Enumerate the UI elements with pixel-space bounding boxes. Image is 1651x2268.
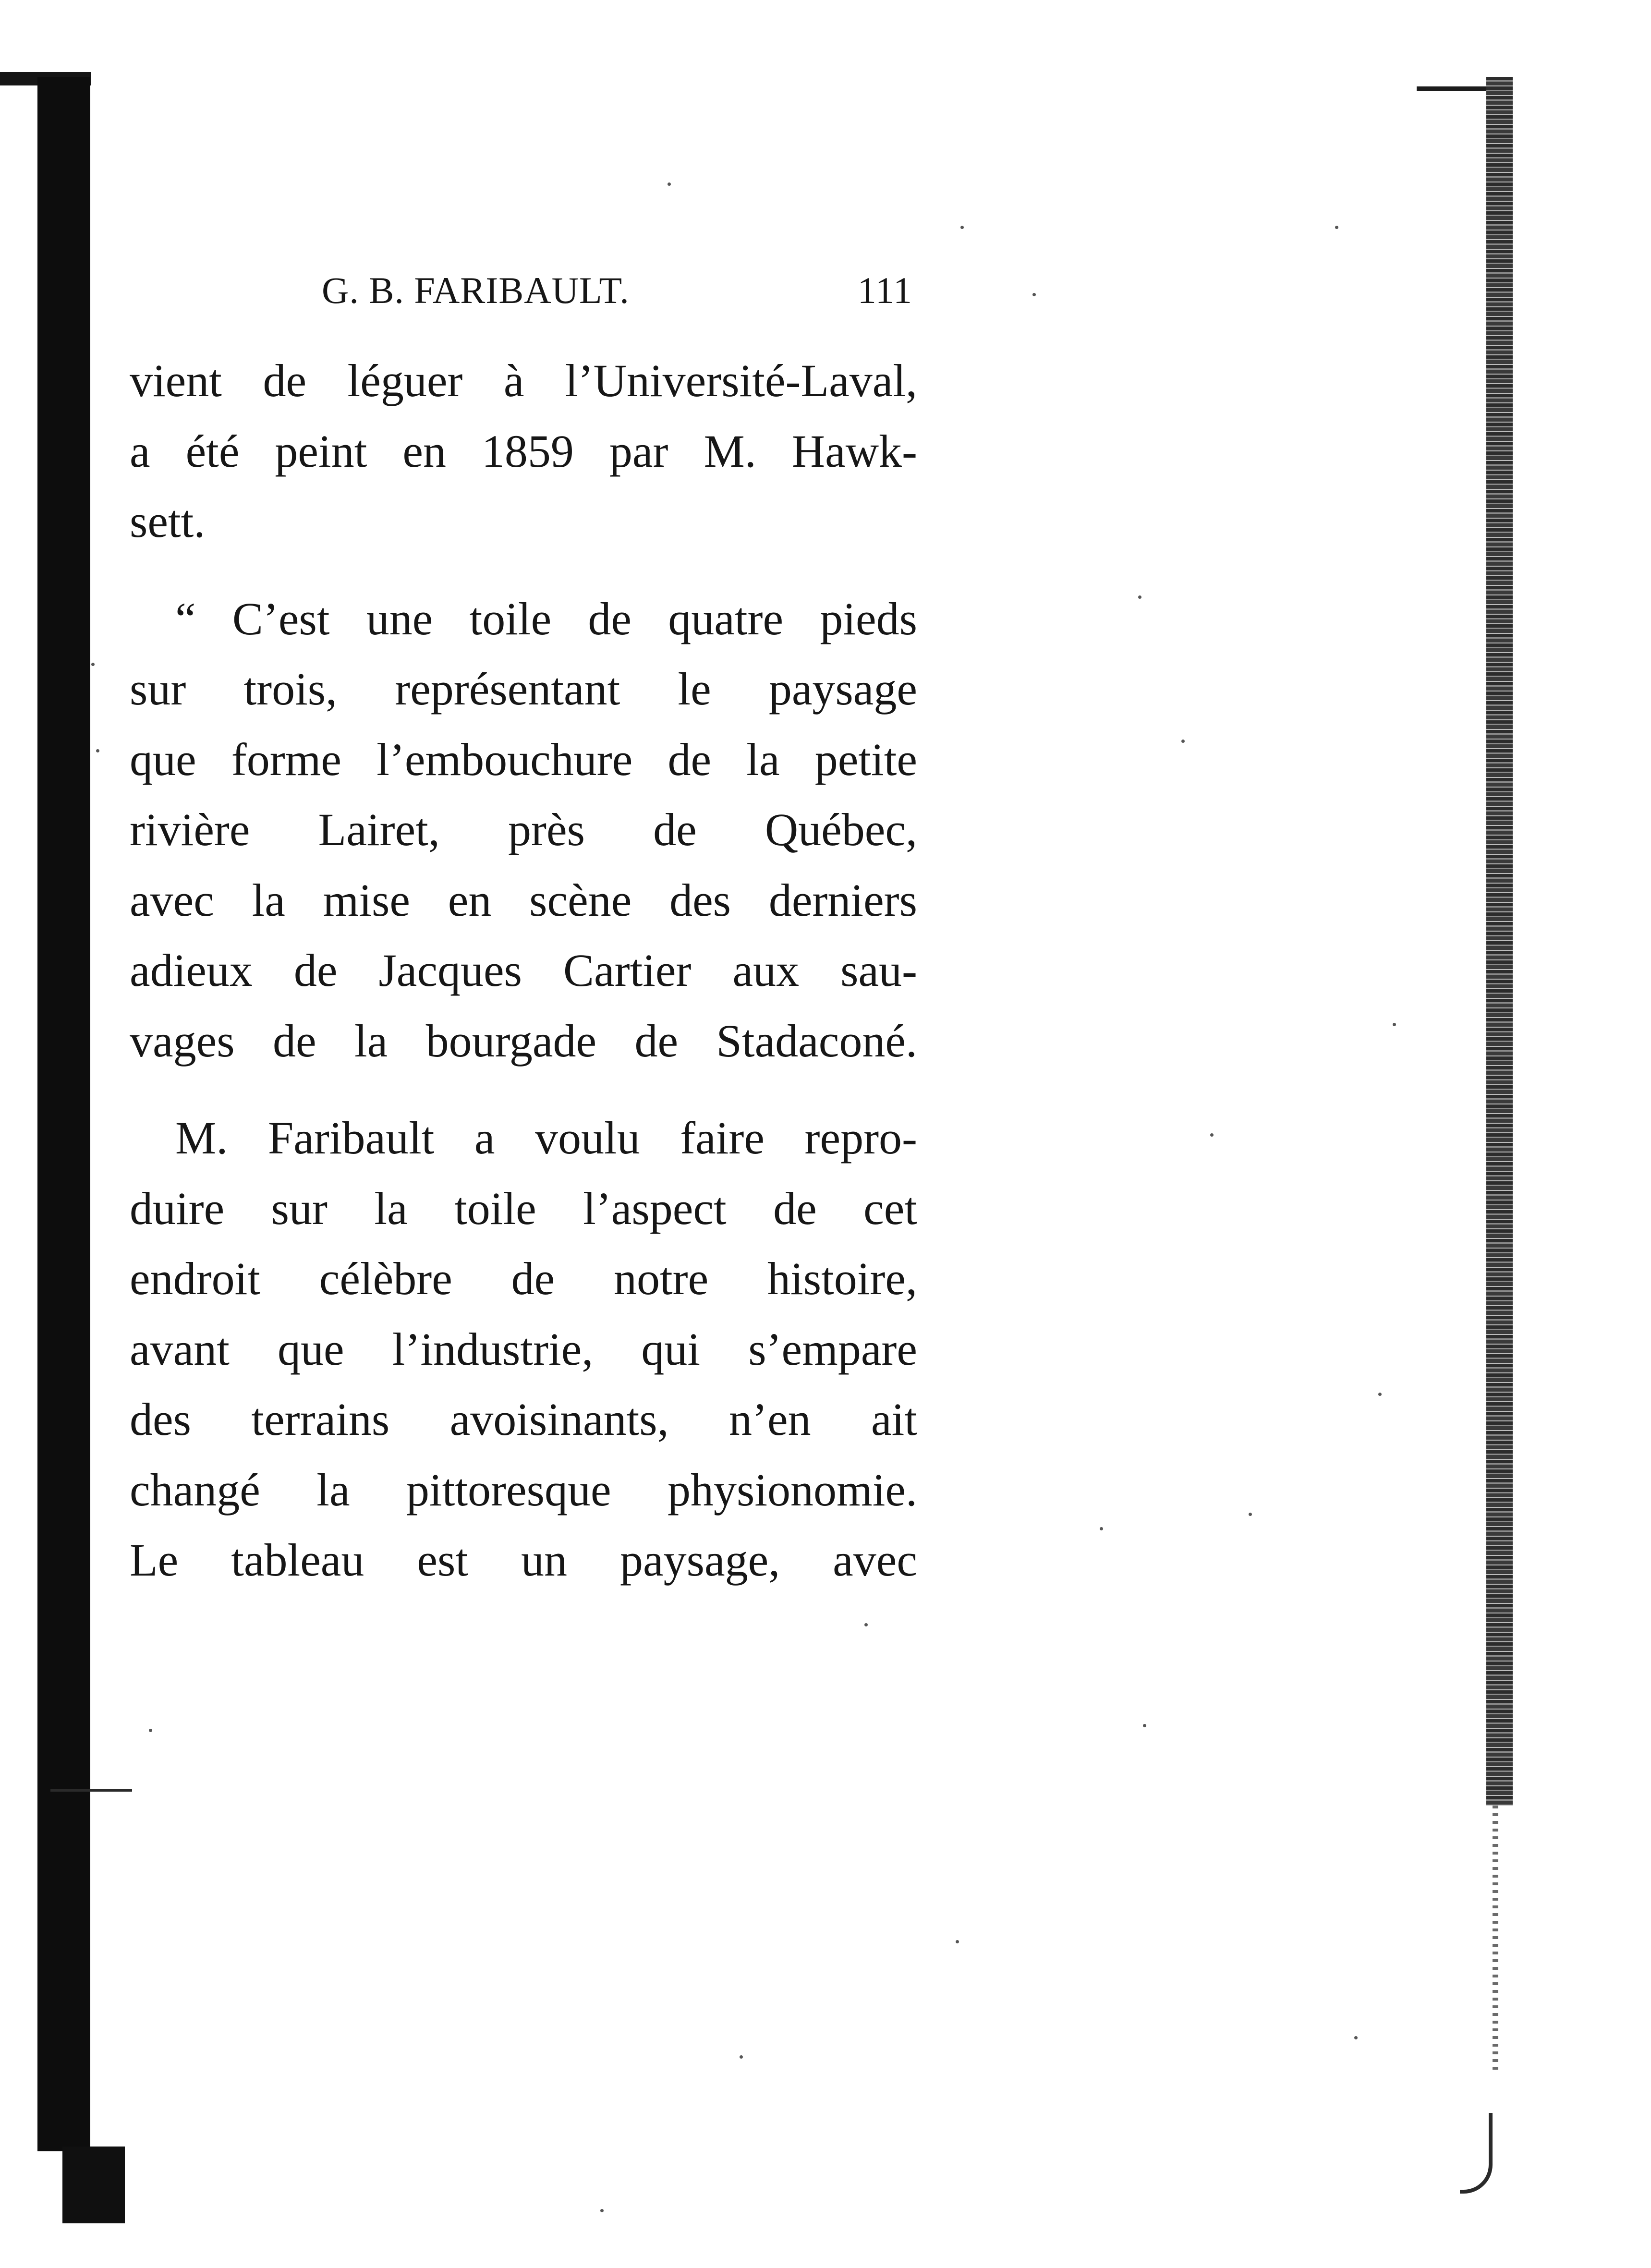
text-line: adieux de Jacques Cartier aux sau- [130,945,917,996]
running-title: G. B. FARIBAULT. [322,269,630,311]
scan-speck [960,226,964,229]
scan-speck [149,1729,152,1732]
text-line: duire sur la toile l’aspect de cet [130,1182,917,1234]
scan-speck [600,2209,604,2212]
text-line: vient de léguer à l’Université-Laval, [130,355,917,406]
text-line: vages de la bourgade de Stadaconé. [130,1015,917,1067]
right-foot-curve [1460,2113,1493,2194]
scan-speck [1393,1023,1396,1026]
text-line: sett. [130,496,206,547]
scan-speck [1354,2036,1358,2039]
text-line: des terrains avoisinants, n’en ait [130,1394,917,1445]
scan-speck [1100,1527,1103,1530]
left-binding-shadow [37,77,90,2151]
scan-speck [1181,740,1185,743]
right-page-edge [1486,77,1513,1806]
paragraph-gap [130,557,917,584]
page-number: 111 [857,269,912,311]
paragraph [130,1103,917,1596]
page-header [322,269,912,322]
scan-speck [91,663,95,666]
scan-speck [1335,226,1338,229]
text-line: sur trois, représentant le paysage [130,663,917,715]
binding-foot-block [62,2147,125,2223]
scan-speck [1210,1133,1214,1137]
paragraph [130,584,917,1077]
scan-speck [1249,1513,1252,1516]
paragraph [130,346,917,557]
text-line: rivière Lairet, près de Québec, [130,804,917,855]
text-line: avec la mise en scène des derniers [130,874,917,926]
scan-speck [1143,1724,1146,1727]
right-top-mark [1417,86,1489,91]
body-text [130,346,917,1596]
text-line: “ C’est une toile de quatre pieds [175,593,917,644]
binding-tick-mark [50,1789,132,1792]
text-line: que forme l’embouchure de la petite [130,733,917,785]
scan-speck [96,749,99,752]
scan-speck [1032,293,1036,296]
scan-speck [1138,595,1141,599]
text-line: avant que l’industrie, qui s’empare [130,1323,917,1375]
text-line: a été peint en 1859 par M. Hawk- [130,425,917,477]
scan-speck [956,1940,959,1943]
scan-speck [740,2055,743,2059]
scan-speck [668,182,671,186]
scan-speck [1378,1393,1382,1396]
paragraph-gap [130,1076,917,1103]
text-line: Le tableau est un paysage, avec [130,1534,917,1586]
text-line: M. Faribault a voulu faire repro- [175,1112,917,1164]
scan-speck [864,1623,868,1626]
text-line: endroit célèbre de notre histoire, [130,1253,917,1304]
text-line: changé la pittoresque physionomie. [130,1464,917,1516]
right-page-edge-tail [1493,1806,1498,2074]
